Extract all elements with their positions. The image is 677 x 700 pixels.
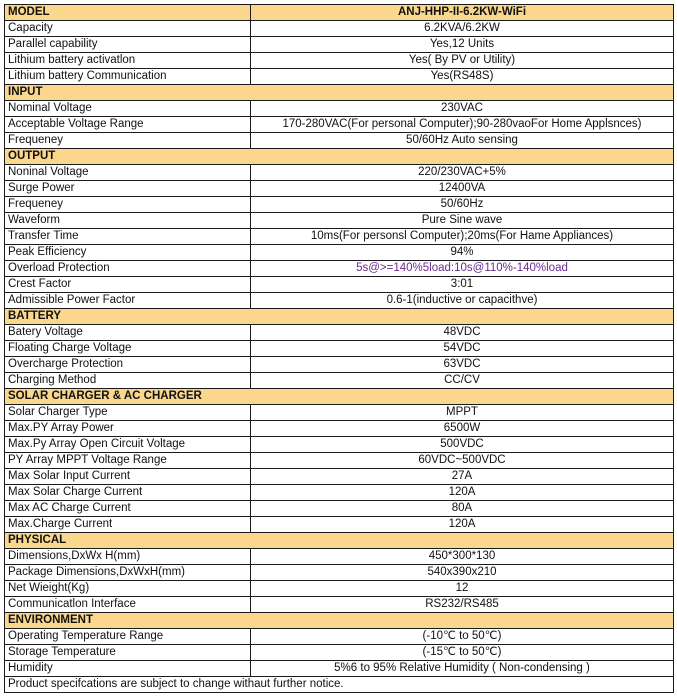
spec-label: Frequeney bbox=[5, 197, 251, 213]
spec-value: 80A bbox=[251, 501, 674, 517]
footnote-row bbox=[5, 677, 674, 693]
spec-value: 54VDC bbox=[251, 341, 674, 357]
spec-label: Frequeney bbox=[5, 133, 251, 149]
section-header bbox=[5, 613, 674, 629]
spec-row bbox=[5, 421, 674, 437]
spec-label: PY Array MPPT Voltage Range bbox=[5, 453, 251, 469]
spec-label: Overcharge Protection bbox=[5, 357, 251, 373]
spec-row bbox=[5, 197, 674, 213]
spec-row bbox=[5, 53, 674, 69]
spec-label: Storage Temperature bbox=[5, 645, 251, 661]
spec-value: (-10℃ to 50℃) bbox=[251, 629, 674, 645]
spec-row bbox=[5, 293, 674, 309]
spec-row bbox=[5, 565, 674, 581]
section-header bbox=[5, 309, 674, 325]
spec-label: Peak Efficiency bbox=[5, 245, 251, 261]
spec-label: Lithium battery activatlon bbox=[5, 53, 251, 69]
spec-label: Transfer Time bbox=[5, 229, 251, 245]
spec-row bbox=[5, 341, 674, 357]
spec-value: 3:01 bbox=[251, 277, 674, 293]
spec-row bbox=[5, 325, 674, 341]
spec-value: 50/60Hz Auto sensing bbox=[251, 133, 674, 149]
spec-row bbox=[5, 69, 674, 85]
section-header bbox=[5, 85, 674, 101]
spec-value: 94% bbox=[251, 245, 674, 261]
spec-table-body bbox=[5, 5, 674, 693]
spec-label: Max AC Charge Current bbox=[5, 501, 251, 517]
section-title: OUTPUT bbox=[5, 149, 674, 165]
spec-value: 120A bbox=[251, 485, 674, 501]
spec-label: Max.Py Array Open Circuit Voltage bbox=[5, 437, 251, 453]
spec-row bbox=[5, 213, 674, 229]
spec-label: Lithium battery Communication bbox=[5, 69, 251, 85]
spec-row bbox=[5, 517, 674, 533]
spec-row bbox=[5, 629, 674, 645]
spec-row bbox=[5, 373, 674, 389]
spec-row bbox=[5, 597, 674, 613]
spec-label: Nominal Voltage bbox=[5, 101, 251, 117]
spec-row bbox=[5, 645, 674, 661]
spec-value: Yes(RS48S) bbox=[251, 69, 674, 85]
spec-label: Overload Protection bbox=[5, 261, 251, 277]
section-header bbox=[5, 389, 674, 405]
spec-label: Batery Voltage bbox=[5, 325, 251, 341]
spec-value: 48VDC bbox=[251, 325, 674, 341]
section-title: INPUT bbox=[5, 85, 674, 101]
spec-label: Parallel capability bbox=[5, 37, 251, 53]
spec-label: Max Solar Input Current bbox=[5, 469, 251, 485]
spec-row bbox=[5, 133, 674, 149]
spec-row bbox=[5, 117, 674, 133]
section-header bbox=[5, 533, 674, 549]
spec-row bbox=[5, 661, 674, 677]
spec-value: MPPT bbox=[251, 405, 674, 421]
spec-label: Net Wieight(Kg) bbox=[5, 581, 251, 597]
spec-value: 5%6 to 95% Relative Humidity ( Non-condensing ) bbox=[251, 661, 674, 677]
spec-label: Humidity bbox=[5, 661, 251, 677]
spec-label: Package Dimensions,DxWxH(mm) bbox=[5, 565, 251, 581]
spec-label: Capacity bbox=[5, 21, 251, 37]
spec-row bbox=[5, 405, 674, 421]
spec-label: Crest Factor bbox=[5, 277, 251, 293]
spec-value: 220/230VAC+5% bbox=[251, 165, 674, 181]
spec-value: RS232/RS485 bbox=[251, 597, 674, 613]
spec-label: Charging Method bbox=[5, 373, 251, 389]
spec-label: Max.Charge Current bbox=[5, 517, 251, 533]
spec-row bbox=[5, 37, 674, 53]
model-row bbox=[5, 5, 674, 21]
section-title: BATTERY bbox=[5, 309, 674, 325]
spec-row bbox=[5, 101, 674, 117]
spec-value: 12400VA bbox=[251, 181, 674, 197]
spec-value: 5s@>=140%5load:10s@110%-140%load bbox=[251, 261, 674, 277]
spec-label: Acceptable Voltage Range bbox=[5, 117, 251, 133]
spec-label: Operating Temperature Range bbox=[5, 629, 251, 645]
section-title: ENVIRONMENT bbox=[5, 613, 674, 629]
section-title: SOLAR CHARGER & AC CHARGER bbox=[5, 389, 674, 405]
spec-value: 230VAC bbox=[251, 101, 674, 117]
spec-value: 500VDC bbox=[251, 437, 674, 453]
spec-value: 6.2KVA/6.2KW bbox=[251, 21, 674, 37]
spec-row bbox=[5, 245, 674, 261]
model-label: MODEL bbox=[5, 5, 251, 21]
spec-value: CC/CV bbox=[251, 373, 674, 389]
spec-label: Admissible Power Factor bbox=[5, 293, 251, 309]
spec-label: Max Solar Charge Current bbox=[5, 485, 251, 501]
spec-row bbox=[5, 181, 674, 197]
footnote: Product specifcations are subject to change withaut further notice. bbox=[5, 677, 674, 693]
section-header bbox=[5, 149, 674, 165]
spec-value: 50/60Hz bbox=[251, 197, 674, 213]
spec-table bbox=[4, 4, 674, 693]
spec-row bbox=[5, 485, 674, 501]
spec-value: 60VDC~500VDC bbox=[251, 453, 674, 469]
spec-label: Solar Charger Type bbox=[5, 405, 251, 421]
spec-label: Noninal Voltage bbox=[5, 165, 251, 181]
spec-row bbox=[5, 357, 674, 373]
spec-row bbox=[5, 453, 674, 469]
spec-value: 0.6-1(inductive or capacithve) bbox=[251, 293, 674, 309]
spec-label: Dimensions,DxWx H(mm) bbox=[5, 549, 251, 565]
spec-value: Yes( By PV or Utility) bbox=[251, 53, 674, 69]
spec-value: 540x390x210 bbox=[251, 565, 674, 581]
spec-row bbox=[5, 469, 674, 485]
spec-value: Pure Sine wave bbox=[251, 213, 674, 229]
spec-row bbox=[5, 165, 674, 181]
spec-value: 63VDC bbox=[251, 357, 674, 373]
spec-value: 6500W bbox=[251, 421, 674, 437]
spec-row bbox=[5, 261, 674, 277]
spec-label: Waveform bbox=[5, 213, 251, 229]
model-value: ANJ-HHP-II-6.2KW-WiFi bbox=[251, 5, 674, 21]
spec-value: Yes,12 Units bbox=[251, 37, 674, 53]
spec-label: Floating Charge Voltage bbox=[5, 341, 251, 357]
section-title: PHYSICAL bbox=[5, 533, 674, 549]
spec-label: Surge Power bbox=[5, 181, 251, 197]
spec-value: 170-280VAC(For personal Computer);90-280vaoFor Home Applsnces) bbox=[251, 117, 674, 133]
spec-row bbox=[5, 21, 674, 37]
spec-value: 27A bbox=[251, 469, 674, 485]
spec-value: 450*300*130 bbox=[251, 549, 674, 565]
spec-row bbox=[5, 501, 674, 517]
spec-label: Max.PY Array Power bbox=[5, 421, 251, 437]
spec-row bbox=[5, 581, 674, 597]
spec-value: 10ms(For personsl Computer);20ms(For Hame Appliances) bbox=[251, 229, 674, 245]
spec-value: 120A bbox=[251, 517, 674, 533]
spec-value: (-15℃ to 50℃) bbox=[251, 645, 674, 661]
spec-row bbox=[5, 437, 674, 453]
spec-value: 12 bbox=[251, 581, 674, 597]
spec-label: Communicatlon Interface bbox=[5, 597, 251, 613]
spec-row bbox=[5, 277, 674, 293]
spec-row bbox=[5, 549, 674, 565]
spec-row bbox=[5, 229, 674, 245]
